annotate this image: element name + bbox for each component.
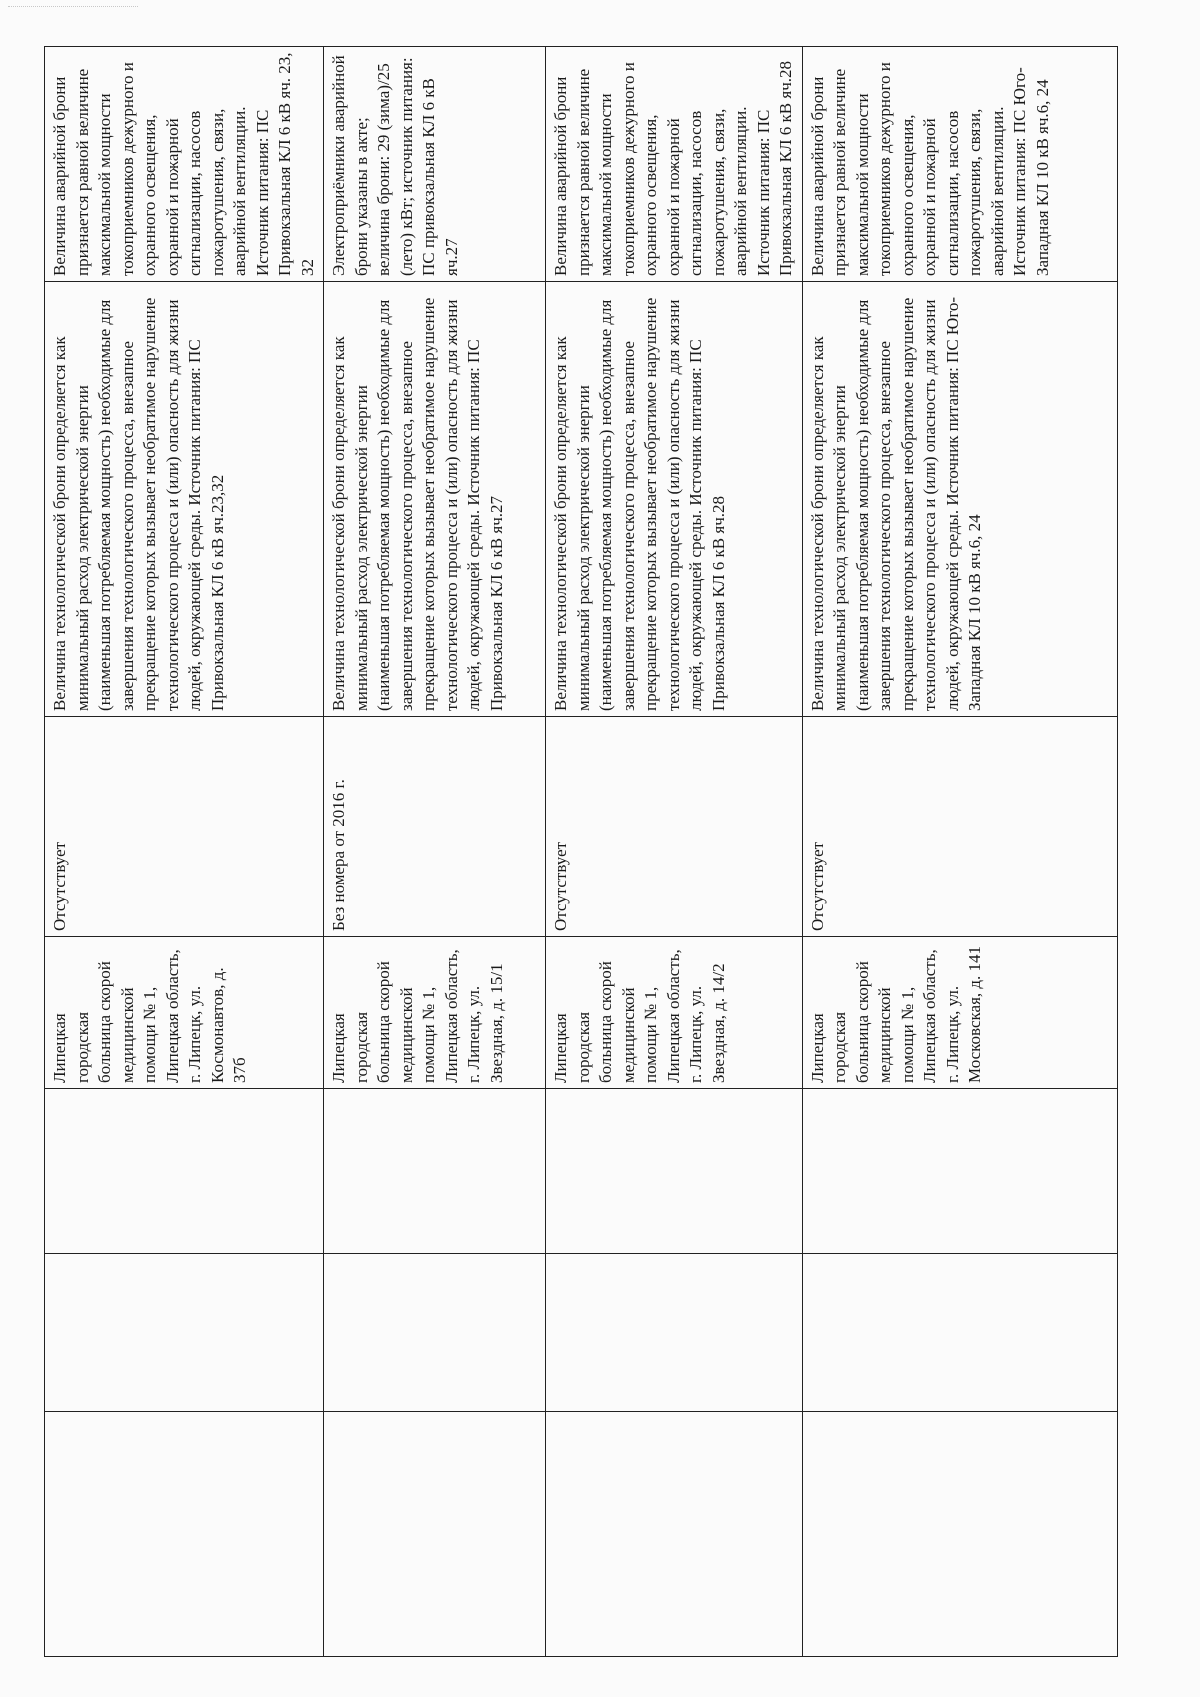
tech-armor-cell xyxy=(802,282,1117,717)
table-row xyxy=(324,47,546,1657)
blank-cell xyxy=(324,1254,546,1412)
emergency-armor-cell xyxy=(546,47,803,282)
act-text: Отсутствует xyxy=(551,841,570,931)
tech-armor-cell xyxy=(324,282,546,717)
table-row xyxy=(802,47,1117,1657)
organization-text: Липецкая городская больница скорой медицинской помощи № 1, Липецкая область, г. Липецк, ул. Космонавтов, д. 37б xyxy=(50,949,249,1083)
organization-cell xyxy=(324,937,546,1089)
act-text: Отсутствует xyxy=(50,841,69,931)
blank-cell xyxy=(324,1089,546,1254)
tech-armor-text: Величина технологической брони определяется как минимальный расход электрической энергии (наименьшая потребляемая мощность) необходимые для завершения технологического процесса, внезапное прекращение которых вызывает необратимое нарушение технологического процесса и (или) опасность для жизни людей, окружающей среды. Источник питания: ПС Юго-Западная КЛ 10 кВ яч.6, 24 xyxy=(807,296,984,711)
tech-armor-cell xyxy=(546,282,803,717)
organization-cell xyxy=(546,937,803,1089)
blank-cell xyxy=(45,1254,324,1412)
organization-cell xyxy=(802,937,1117,1089)
act-cell xyxy=(802,717,1117,937)
tech-armor-text: Величина технологической брони определяется как минимальный расход электрической энергии (наименьшая потребляемая мощность) необходимые для завершения технологического процесса, внезапное прекращение которых вызывает необратимое нарушение технологического процесса и (или) опасность для жизни людей, окружающей среды. Источник питания: ПС Привокзальная КЛ 6 кВ яч.23,32 xyxy=(50,297,227,711)
table-row xyxy=(45,47,324,1657)
blank-cell xyxy=(324,1412,546,1657)
blank-cell xyxy=(546,1089,803,1254)
act-cell xyxy=(324,717,546,937)
table-row xyxy=(546,47,803,1657)
organization-cell xyxy=(45,937,324,1089)
blank-cell xyxy=(802,1412,1117,1657)
emergency-armor-cell xyxy=(324,47,546,282)
power-reserve-table xyxy=(44,46,1118,1657)
organization-text: Липецкая городская больница скорой медицинской помощи № 1, Липецкая область, г. Липецк, ул. Звездная, д. 14/2 xyxy=(551,949,728,1083)
blank-cell xyxy=(802,1089,1117,1254)
act-cell xyxy=(546,717,803,937)
organization-text: Липецкая городская больница скорой медицинской помощи № 1, Липецкая область, г. Липецк, ул. Московская, д. 141 xyxy=(807,945,984,1083)
tech-armor-text: Величина технологической брони определяется как минимальный расход электрической энергии (наименьшая потребляемая мощность) необходимые для завершения технологического процесса, внезапное прекращение которых вызывает необратимое нарушение технологического процесса и (или) опасность для жизни людей, окружающей среды. Источник питания: ПС Привокзальная КЛ 6 кВ яч.28 xyxy=(551,297,728,711)
act-text: Без номера от 2016 г. xyxy=(329,779,348,931)
tech-armor-text: Величина технологической брони определяется как минимальный расход электрической энергии (наименьшая потребляемая мощность) необходимые для завершения технологического процесса, внезапное прекращение которых вызывает необратимое нарушение технологического процесса и (или) опасность для жизни людей, окружающей среды. Источник питания: ПС Привокзальная КЛ 6 кВ яч.27 xyxy=(329,297,506,711)
act-text: Отсутствует xyxy=(807,841,827,931)
blank-cell xyxy=(45,1089,324,1254)
emergency-armor-text: Величина аварийной брони признается равной величине максимальной мощности токоприемников дежурного и охранного освещения, охранной и пожарной сигнализации, насосов пожаротушения, связи, аварийной вентиляции. Источник питания: ПС Привокзальная КЛ 6 кВ яч.28 xyxy=(551,60,795,276)
blank-cell xyxy=(802,1254,1117,1412)
blank-cell xyxy=(546,1254,803,1412)
blank-cell xyxy=(546,1412,803,1657)
act-cell xyxy=(45,717,324,937)
emergency-armor-text: Величина аварийной брони признается равной величине максимальной мощности токоприемников дежурного и охранного освещения, охранной и пожарной сигнализации, насосов пожаротушения, связи, аварийной вентиляции. Источник питания: ПС Юго-Западная КЛ 10 кВ яч.6, 24 xyxy=(807,62,1052,276)
emergency-armor-text: Электроприёмники аварийной брони указаны в акте; величина брони: 29 (зима)/25 (лето) кВт; источник питания: ПС привокзальная КЛ 6 кВ яч.27 xyxy=(329,55,461,276)
scan-artifact-line xyxy=(8,6,138,11)
emergency-armor-cell xyxy=(802,47,1117,282)
organization-text: Липецкая городская больница скорой медицинской помощи № 1, Липецкая область, г. Липецк, ул. Звездная, д. 15/1 xyxy=(329,949,506,1083)
emergency-armor-cell xyxy=(45,47,324,282)
tech-armor-cell xyxy=(45,282,324,717)
emergency-armor-text: Величина аварийной брони признается равной величине максимальной мощности токоприемников дежурного и охранного освещения, охранной и пожарной сигнализации, насосов пожаротушения, связи, аварийной вентиляции. Источник питания: ПС Привокзальная КЛ 6 кВ яч. 23, 32 xyxy=(50,52,317,276)
rotated-table-frame xyxy=(44,47,1052,1657)
blank-cell xyxy=(45,1412,324,1657)
